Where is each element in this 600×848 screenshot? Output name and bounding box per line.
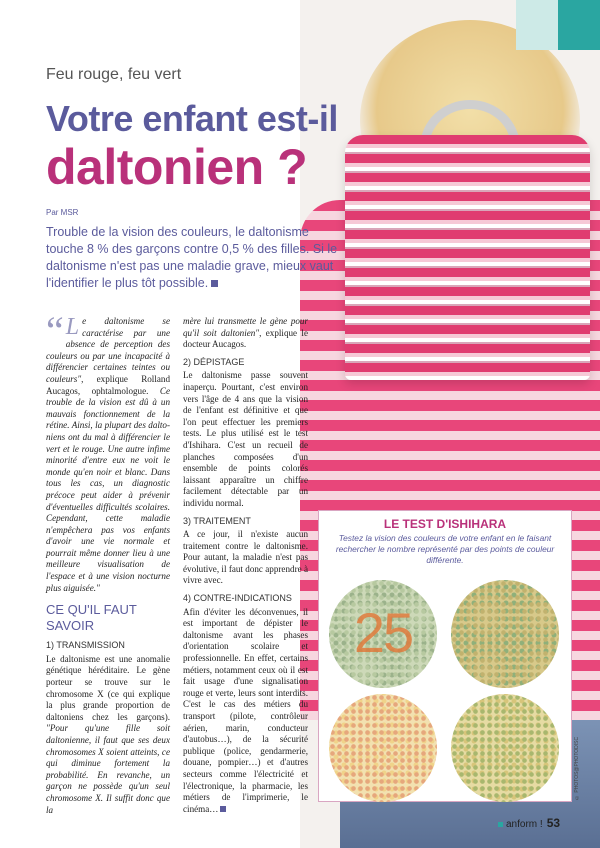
ishihara-caption: Testez la vision des couleurs de votre enfant en le faisant rechercher le nombre représenté par des points de couleur différente.: [335, 533, 555, 565]
ishihara-plates: [327, 580, 563, 802]
transmission-text: Le daltonisme est une anomalie génétique héréditaire. Le gène porteur se trouve sur le chromosome X (ce qui explique la plus grande proportion de daltoniens chez les garçons).: [46, 653, 170, 722]
striped-bag-shape: [345, 135, 590, 380]
subheading-transmission: 1) TRANSMISSION: [46, 640, 125, 651]
end-square-icon: [220, 806, 226, 812]
continuation-quote: mère lui transmette le gène pour qu'il soit daltonien": [183, 316, 308, 338]
continuation-attribution: , explique le docteur Aucagos.: [183, 327, 308, 350]
footer-square-icon: [498, 822, 503, 827]
continuation-paragraph: [183, 316, 308, 351]
article-title-line1: Votre enfant est-il: [46, 98, 338, 139]
ishihara-plate-1-number: 25: [353, 601, 413, 664]
subheading-depistage: 2) DÉPISTAGE: [183, 356, 245, 367]
article-chapo: [46, 224, 346, 292]
contre-indications-text: Afin d'éviter les déconvenues, il est important de dépister le daltonisme avant les phases d'orientation scolaire et professionnelle. En effet, certains métiers, notamment ceux où il est fait usage d'une signalisation rouge et verte, leurs sont interdits. C'est le cas des métiers du transport (pilote, contrôleur aérien, marin, conducteur d'autobus…), de la sécurité publique (police, gendarmerie, douane, pompier…) et d'autres secteurs comme l'électricité et l'électronique, la pharmacie, les métiers de l'imprimerie, le cinéma…: [183, 606, 308, 814]
intro-quote-b: Ce trouble de la vision est dû à un mauvais fonctionnement de la rétine. Ainsi, la plupart des dalto-niens ont du mal à différencier le vert et le rouge. Une autre infime minorité d'entre eux ne voit le monde qu'en noir et blanc. Dans tous les cas, un diagnostic précoce peut aider à prévenir d'éventuelles difficultés scolaires. Cependant, cette maladie n'empêchera pas vos enfants d'avoir une vie normale et pourrait même donner lieu à une meilleure visualisation de l'espace et à une vision nocturne plus aiguisée.": [46, 385, 170, 593]
ishihara-plate-2: [451, 580, 559, 688]
depistage-paragraph: Le daltonisme passe souvent inaperçu. Pourtant, c'est environ vers l'âge de 4 ans que la vision de l'enfant est définitive et que l'on peut effectuer les premiers tests. Le plus utilisé est le test d'Ishihara. C'est un recueil de planches composées d'un ensemble de points colorés laissant apparaître un chiffre facilement détectable par un individu normal.: [183, 370, 308, 508]
top-color-tab-light: [516, 0, 558, 50]
chapo-text: Trouble de la vision des couleurs, le daltonisme touche 8 % des garçons contre 0,5 % des filles. Si le daltonisme n'est pas une maladie grave, mieux vaut l'identifier le plus tôt possible.: [46, 225, 338, 290]
ishihara-plate-1: [329, 580, 437, 688]
article-title-line2: daltonien ?: [46, 139, 308, 195]
ishihara-box: [318, 510, 572, 802]
contre-indications-paragraph: [183, 607, 308, 816]
intro-paragraph: [46, 308, 170, 594]
ishihara-plate-4: [451, 694, 559, 802]
article-byline: Par MSR: [46, 208, 79, 217]
subheading-traitement: 3) TRAITEMENT: [183, 515, 251, 526]
transmission-paragraph: [46, 654, 170, 816]
transmission-quote: "Pour qu'une fille soit daltonienne, il faut que ses deux chromosomes X soient atteints, ce qui diminue fortement la probabilité. En revanche, un garçon ne possède qu'un seul chromosome X. Il suffit donc que la: [46, 723, 170, 815]
ishihara-title: LE TEST D'ISHIHARA: [383, 517, 507, 531]
traitement-paragraph: A ce jour, il n'existe aucun traitement contre le daltonisme. Pour autant, la maladie n'est pas évolutive, il faut donc apprendre à vivre avec.: [183, 529, 308, 586]
photo-credit: © PHOTOS@PHOTODISC: [574, 736, 580, 800]
intro-quote-a: e daltonisme se caractérise par une absence de perception des couleurs ou par une incapacité à différencier certaines teintes ou couleurs": [46, 316, 170, 384]
section-title: CE QU'IL FAUT SAVOIR: [46, 602, 137, 634]
quote-mark-icon: “: [46, 308, 64, 353]
top-color-tab-teal: [558, 0, 600, 50]
article-kicker: Feu rouge, feu vert: [46, 66, 182, 83]
subheading-contre-indications: 4) CONTRE-INDICATIONS: [183, 593, 292, 604]
text-column-1: [46, 308, 170, 820]
intro-attribution: , explique Rolland Aucagos, ophtalmologue.: [46, 373, 170, 396]
ishihara-plate-3: [329, 694, 437, 802]
page-footer: [498, 816, 560, 830]
page-number: 53: [546, 816, 561, 830]
text-column-2: [183, 316, 308, 819]
end-square-icon: [211, 280, 218, 287]
magazine-name: anform !: [506, 819, 543, 830]
intro-dropcap: L: [65, 314, 80, 340]
